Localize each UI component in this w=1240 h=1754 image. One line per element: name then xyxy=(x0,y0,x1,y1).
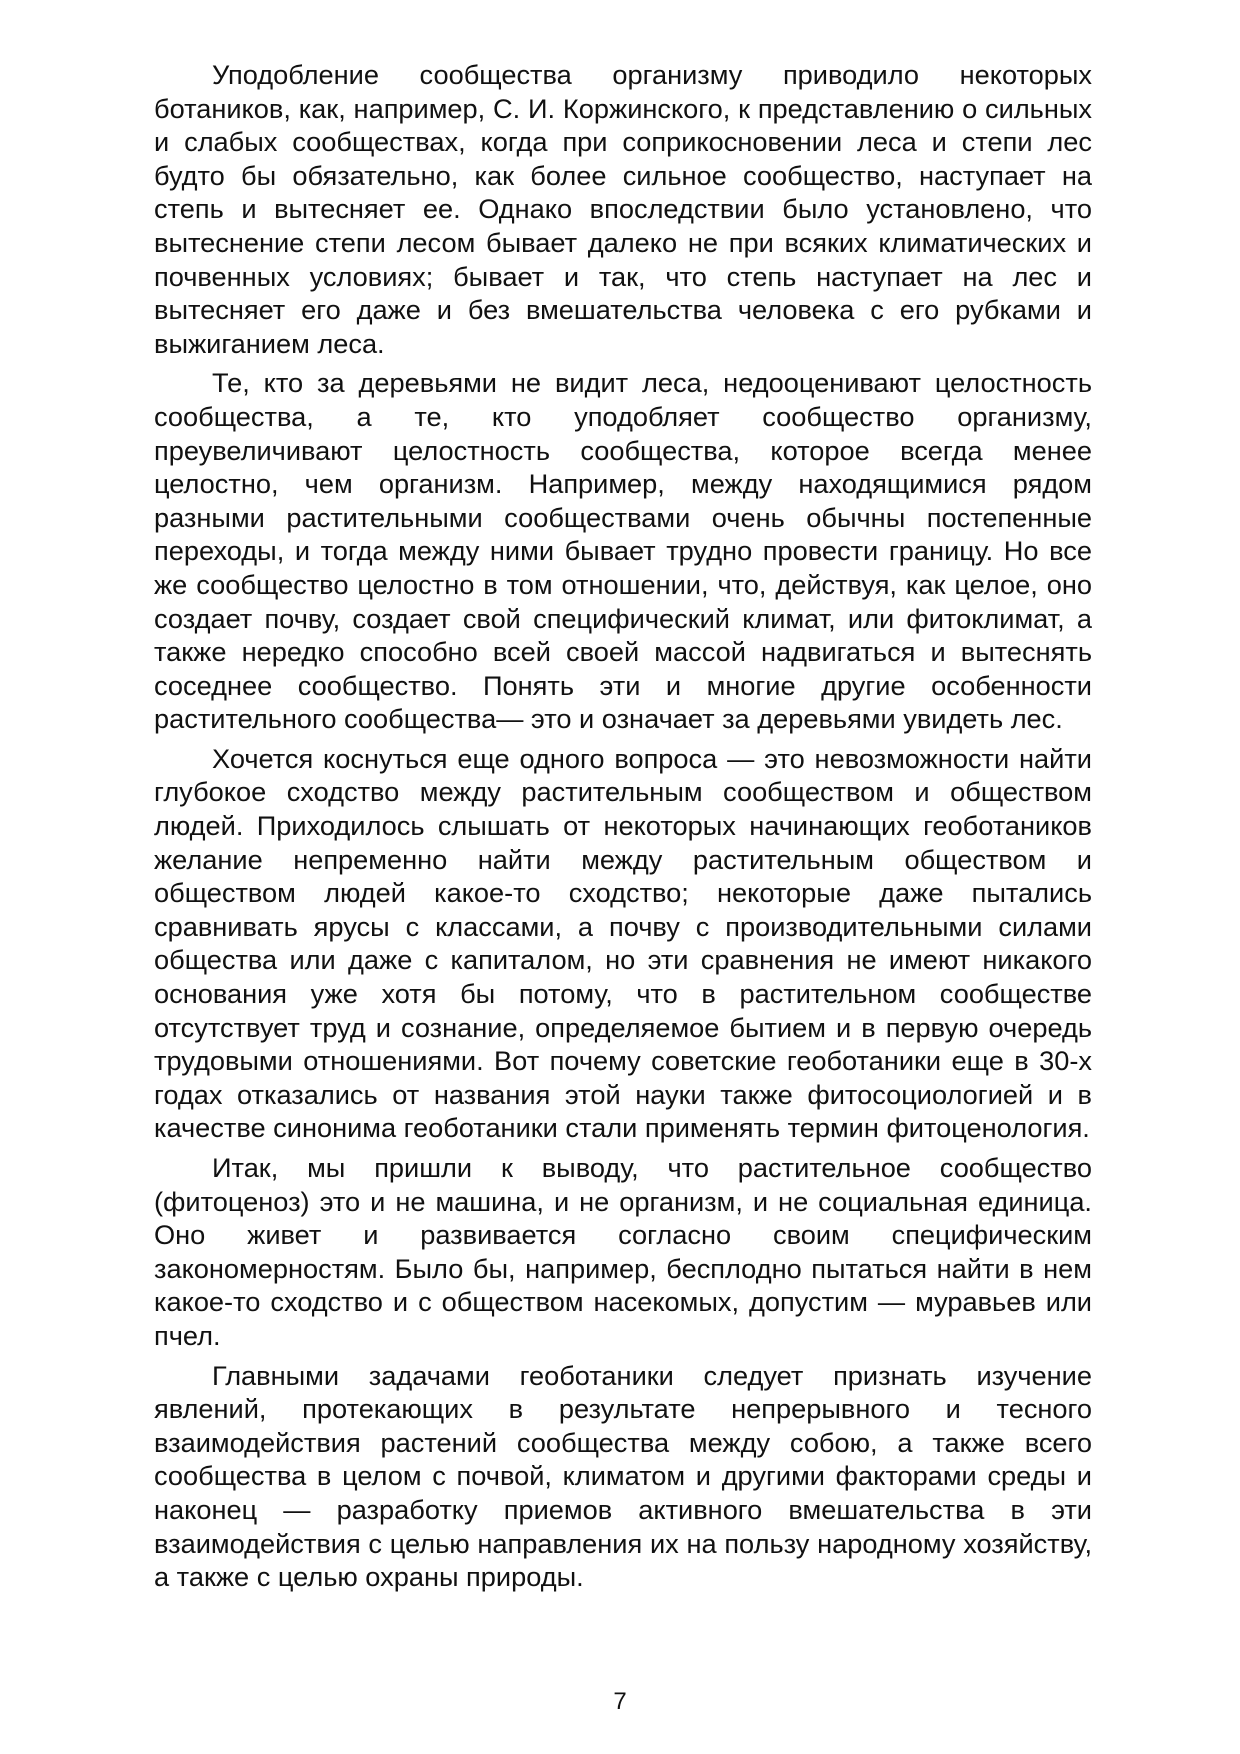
paragraph: Итак, мы пришли к выводу, что растительное сообщество (фитоценоз) это и не машина, и не организм, и не социальная единица. Оно живет и развивается согласно своим специфическим закономерностям. Было бы, например, бесплодно пытаться найти в нем какое-то сходство и с обществом насекомых, допустим — муравьев или пчел. xyxy=(154,1152,1092,1351)
paragraph: Те, кто за деревьями не видит леса, недооценивают целостность сообщества, а те, кто уподобляет сообщество организму, преувеличивают целостность сообщества, которое всегда менее целостно, чем организм. Например, между находящимися рядом разными растительными сообществами очень обычны постепенные переходы, и тогда между ними бывает трудно провести границу. Но все же сообщество целостно в том отношении, что, действуя, как целое, оно создает почву, создает свой специфический климат, или фитоклимат, а также нередко способно всей своей массой надвигаться и вытеснять соседнее сообщество. Понять эти и многие другие особенности растительного сообщества— это и означает за деревьями увидеть лес. xyxy=(154,367,1092,735)
paragraph: Хочется коснуться еще одного вопроса — это невозможности найти глубокое сходство между растительным сообществом и обществом людей. Приходилось слышать от некоторых начинающих геоботаников желание непременно найти между растительным обществом и обществом людей какое-то сходство; некоторые даже пытались сравнивать ярусы с классами, а почву с производительными силами общества или даже с капиталом, но эти сравнения не имеют никакого основания уже хотя бы потому, что в растительном сообществе отсутствует труд и сознание, определяемое бытием и в первую очередь трудовыми отношениями. Вот почему советские геоботаники еще в 30-х годах отказались от названия этой науки также фитосоциологией и в качестве синонима геоботаники стали применять термин фитоценология. xyxy=(154,742,1092,1144)
paragraph: Уподобление сообщества организму приводило некоторых ботаников, как, например, С. И. Коржинского, к представлению о сильных и слабых сообществах, когда при соприкосновении леса и степи лес будто бы обязательно, как более сильное сообщество, наступает на степь и вытесняет ее. Однако впоследствии было установлено, что вытеснение степи лесом бывает далеко не при всяких климатических и почвенных условиях; бывает и так, что степь наступает на лес и вытесняет его даже и без вмешательства человека с его рубками и выжиганием леса. xyxy=(154,59,1092,359)
page-number: 7 xyxy=(613,1688,627,1715)
paragraph: Главными задачами геоботаники следует признать изучение явлений, протекающих в результате непрерывного и тесного взаимодействия растений сообщества между собою, а также всего сообщества в целом с почвой, климатом и другими факторами среды и наконец — разработку приемов активного вмешательства в эти взаимодействия с целью направления их на пользу народному хозяйству, а также с целью охраны природы. xyxy=(154,1359,1092,1593)
document-body xyxy=(154,58,1092,1600)
